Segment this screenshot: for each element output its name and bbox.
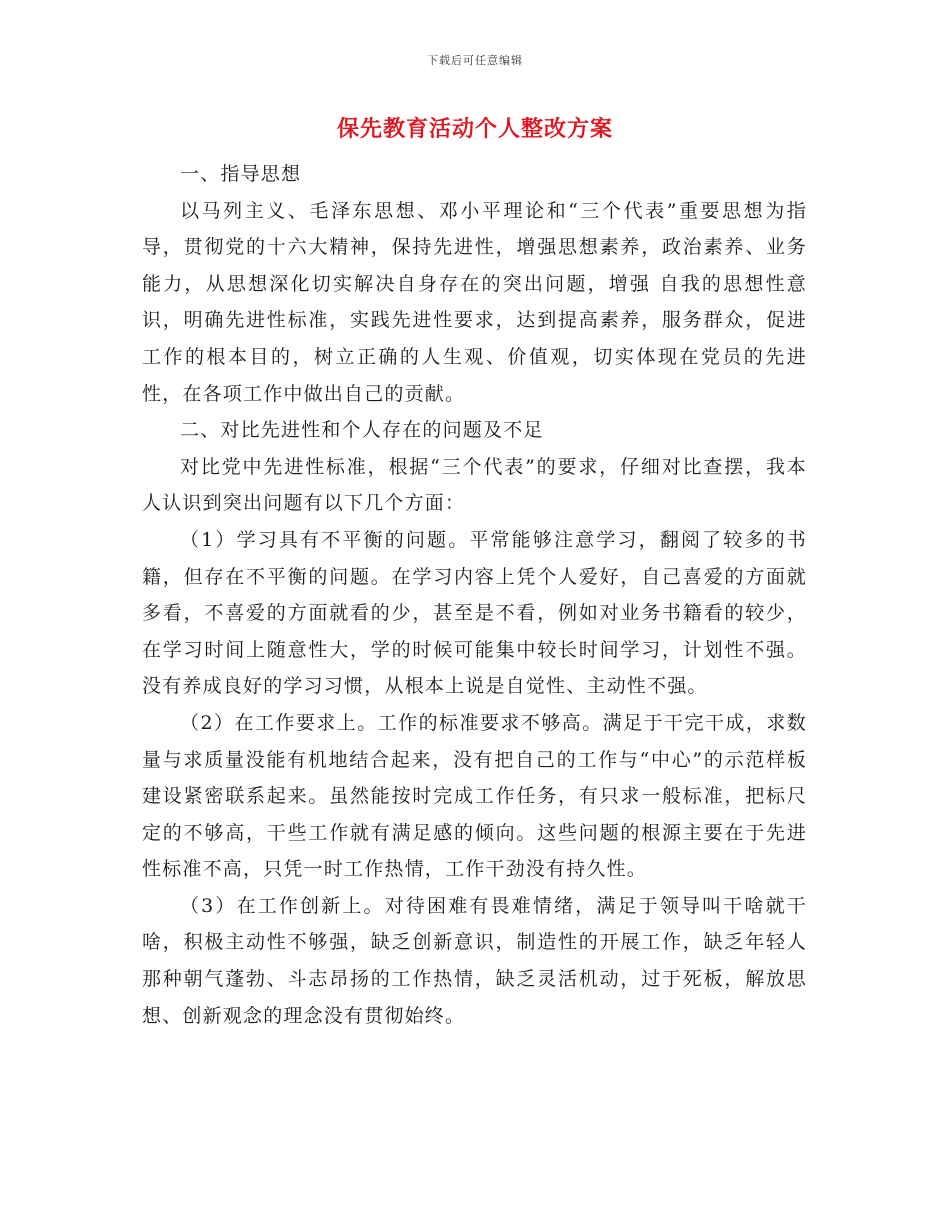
document-body [142, 156, 807, 1034]
page-header-note: 下载后可任意编辑 [427, 54, 523, 67]
section-heading-guiding-thought: 一、指导思想 [180, 163, 302, 185]
section-heading-problems: 二、对比先进性和个人存在的问题及不足 [180, 419, 544, 442]
paragraph-problems-intro: 对比党中先进性标准，根据“三个代表”的要求，仔细对比查摆，我本人认识到突出问题有以下几个方面： [142, 455, 807, 515]
paragraph-problem-1: （1）学习具有不平衡的问题。平常能够注意学习，翻阅了较多的书籍，但存在不平衡的问题。在学习内容上凭个人爱好，自己喜爱的方面就多看，不喜爱的方面就看的少，甚至是不看，例如对业务书籍看的较少，在学习时间上随意性大，学的时候可能集中较长时间学习，计划性不强。没有养成良好的学习习惯，从根本上说是自觉性、主动性不强。 [142, 528, 807, 698]
paragraph-guiding-thought: 以马列主义、毛泽东思想、邓小平理论和“三个代表”重要思想为指导，贯彻党的十六大精神，保持先进性，增强思想素养，政治素养、业务能力，从思想深化切实解决自身存在的突出问题，增强 自我的思想性意识，明确先进性标准，实践先进性要求，达到提高素养，服务群众，促进工作的根本目的，树立正确的人生观、价值观，切实体现在党员的先进性，在各项工作中做出自己的贡献。 [142, 199, 807, 405]
paragraph-problem-2: （2）在工作要求上。工作的标准要求不够高。满足于干完干成，求数量与求质量没能有机地结合起来，没有把自己的工作与“中心”的示范样板建设紧密联系起来。虽然能按时完成工作任务，有只求一般标准，把标尺定的不够高，干些工作就有满足感的倾向。这些问题的根源主要在于先进性标准不高，只凭一时工作热情，工作干劲没有持久性。 [142, 711, 807, 881]
paragraph-problem-3: （3）在工作创新上。对待困难有畏难情绪，满足于领导叫干啥就干啥，积极主动性不够强，缺乏创新意识，制造性的开展工作，缺乏年轻人那种朝气蓬勃、斗志昂扬的工作热情，缺乏灵活机动，过于死板，解放思想、创新观念的理念没有贯彻始终。 [142, 894, 807, 1027]
document-title: 保先教育活动个人整改方案 [336, 116, 613, 142]
